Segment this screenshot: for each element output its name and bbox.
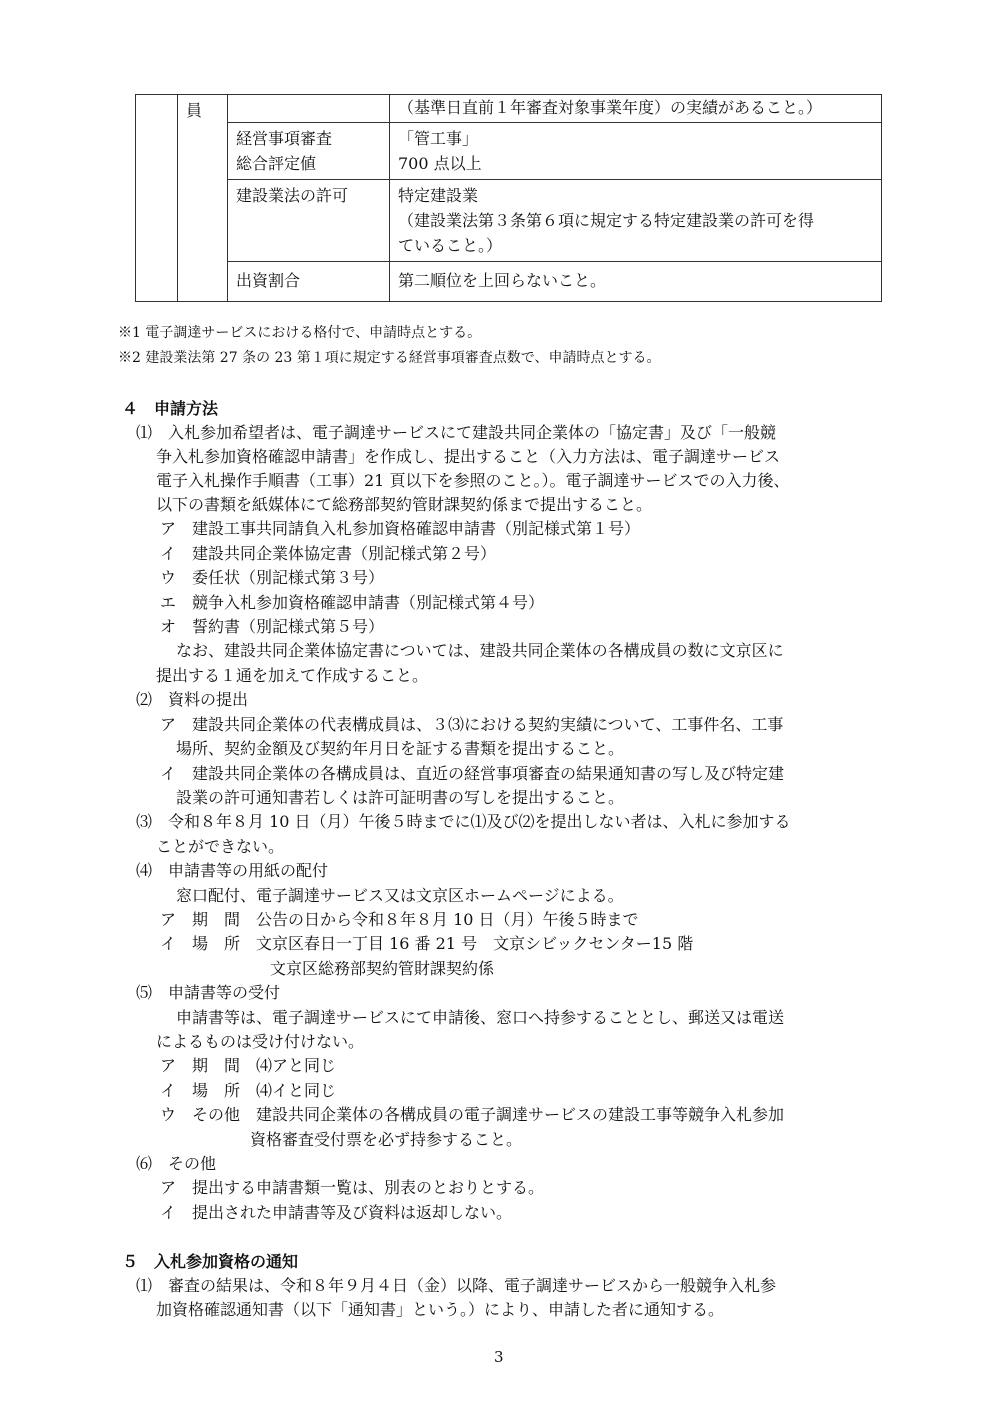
list-item: ウ 委任状（別記様式第３号） bbox=[160, 568, 385, 587]
table-value-line: ていること。） bbox=[398, 236, 503, 255]
footnote: ※2 建設業法第 27 条の 23 第１項に規定する経営事項審査点数で、申請時点とする。 bbox=[118, 350, 661, 366]
subsection-heading: ⑹ その他 bbox=[136, 1154, 217, 1173]
subsection-heading: ⑵ 資料の提出 bbox=[136, 690, 249, 709]
table-item-line: 出資割合 bbox=[236, 271, 301, 290]
text-line: 申請書等は、電子調達サービスにて申請後、窓口へ持参することとし、郵送又は電送 bbox=[176, 1008, 785, 1027]
qualification-table bbox=[135, 94, 882, 302]
subsection-heading: ⑷ 申請書等の用紙の配付 bbox=[136, 861, 329, 880]
subsection-heading: ⑶ 令和８年８月 10 日（月）午後５時までに⑴及び⑵を提出しない者は、入札に参加する bbox=[136, 812, 791, 831]
table-value-line: 「管工事」 bbox=[398, 129, 479, 148]
table-row bbox=[136, 95, 882, 123]
table-item-line: 建設業法の許可 bbox=[236, 186, 349, 205]
text-line: 加資格確認通知書（以下「通知書」という。）により、申請した者に通知する。 bbox=[156, 1300, 725, 1319]
text-line: ことができない。 bbox=[156, 837, 285, 856]
list-item: エ 競争入札参加資格確認申請書（別記様式第４号） bbox=[160, 593, 545, 612]
list-item: イ 場 所 文京区春日一丁目 16 番 21 号 文京シビックセンター15 階 bbox=[160, 934, 694, 953]
section-heading: ４ 申請方法 bbox=[122, 399, 219, 418]
footnote: ※1 電子調達サービスにおける格付で、申請時点とする。 bbox=[118, 325, 482, 341]
table-cell-item bbox=[228, 123, 390, 180]
table-cell-item bbox=[228, 180, 390, 262]
text-line: 資格審査受付票を必ず持参すること。 bbox=[250, 1130, 523, 1149]
text-line: 電子入札操作手順書（工事）21 頁以下を参照のこと。）。電子調達サービスでの入力後、 bbox=[156, 471, 790, 490]
text-line: ⑴ 審査の結果は、令和８年９月４日（金）以降、電子調達サービスから一般競争入札参 bbox=[136, 1276, 777, 1295]
table-item-line: 総合評定値 bbox=[236, 154, 317, 173]
table-cell-category bbox=[136, 95, 178, 302]
section-heading: ５ 入札参加資格の通知 bbox=[122, 1252, 299, 1271]
text-line: によるものは受け付けない。 bbox=[156, 1032, 365, 1051]
text-line: 争入札参加資格確認申請書」を作成し、提出すること（入力方法は、電子調達サービス bbox=[156, 447, 781, 466]
list-item: ア 提出する申請書類一覧は、別表のとおりとする。 bbox=[160, 1178, 545, 1197]
table-value-line: （建設業法第３条第６項に規定する特定建設業の許可を得 bbox=[398, 211, 815, 230]
text-line: 窓口配付、電子調達サービス又は文京区ホームページによる。 bbox=[176, 886, 624, 905]
table-cell-value bbox=[390, 180, 882, 262]
page-number: 3 bbox=[494, 1348, 504, 1366]
list-item: ア 期 間 公告の日から令和８年８月 10 日（月）午後５時まで bbox=[160, 910, 639, 929]
table-cell-value bbox=[390, 262, 882, 302]
list-item: イ 提出された申請書等及び資料は返却しない。 bbox=[160, 1203, 513, 1222]
table-cell-member: 員 bbox=[178, 95, 228, 302]
text-line: 提出する１通を加えて作成すること。 bbox=[156, 666, 429, 685]
list-item: イ 場 所 ⑷イと同じ bbox=[160, 1081, 337, 1100]
table-cell-item bbox=[228, 262, 390, 302]
list-item: イ 建設共同企業体の各構成員は、直近の経営事項審査の結果通知書の写し及び特定建 bbox=[160, 764, 785, 783]
list-item: オ 誓約書（別記様式第５号） bbox=[160, 617, 385, 636]
list-item: ウ その他 建設共同企業体の各構成員の電子調達サービスの建設工事等競争入札参加 bbox=[160, 1105, 785, 1124]
table-cell-value bbox=[390, 123, 882, 180]
text-line: なお、建設共同企業体協定書については、建設共同企業体の各構成員の数に文京区に bbox=[176, 641, 784, 660]
text-line: 場所、契約金額及び契約年月日を証する書類を提出すること。 bbox=[176, 739, 625, 758]
list-item: ア 期 間 ⑷アと同じ bbox=[160, 1056, 337, 1075]
table-cell-value bbox=[390, 95, 882, 123]
text-line: ⑴ 入札参加希望者は、電子調達サービスにて建設共同企業体の「協定書」及び「一般競 bbox=[136, 423, 777, 442]
list-item: イ 建設共同企業体協定書（別記様式第２号） bbox=[160, 544, 497, 563]
table-row bbox=[136, 123, 882, 180]
table-value-line: （基準日直前１年審査対象事業年度）の実績があること。） bbox=[398, 98, 823, 117]
text-line: 以下の書類を紙媒体にて総務部契約管財課契約係まで提出すること。 bbox=[156, 495, 653, 514]
table-value-line: 700 点以上 bbox=[398, 154, 482, 173]
table-value-line: 第二順位を上回らないこと。 bbox=[398, 271, 607, 290]
subsection-heading: ⑸ 申請書等の受付 bbox=[136, 983, 281, 1002]
text-line: 設業の許可通知書若しくは許可証明書の写しを提出すること。 bbox=[176, 788, 625, 807]
table-value-line: 特定建設業 bbox=[398, 186, 479, 205]
list-item: ア 建設工事共同請負入札参加資格確認申請書（別記様式第１号） bbox=[160, 519, 641, 538]
table-row bbox=[136, 262, 882, 302]
table-item-line: 経営事項審査 bbox=[236, 129, 333, 148]
table-row bbox=[136, 180, 882, 262]
text-line: 文京区総務部契約管財課契約係 bbox=[270, 959, 495, 978]
table-cell-item bbox=[228, 95, 390, 123]
list-item: ア 建設共同企業体の代表構成員は、３⑶における契約実績について、工事件名、工事 bbox=[160, 715, 784, 734]
